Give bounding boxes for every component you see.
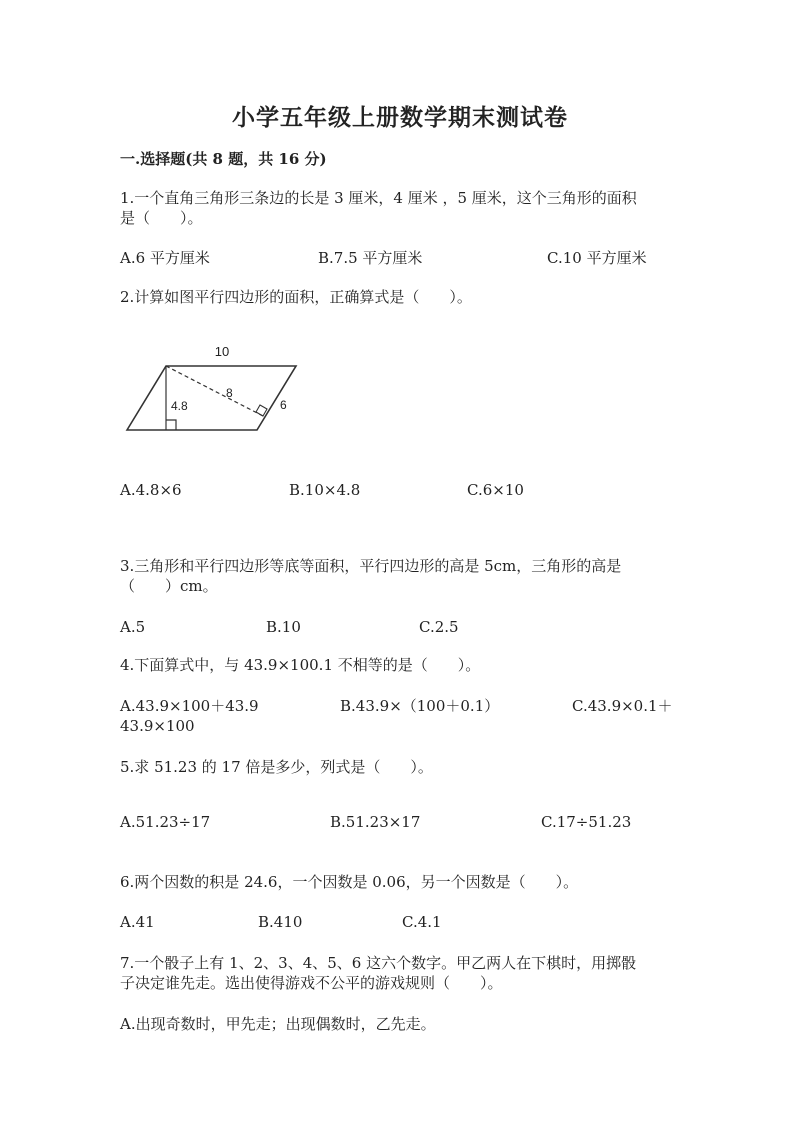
question-4-option-a: A.43.9×100＋43.9 bbox=[120, 697, 259, 715]
question-1-stem-line-1: 1.一个直角三角形三条边的长是 3 厘米，4 厘米 ，5 厘米，这个三角形的面积 bbox=[120, 189, 637, 207]
question-3-stem-line-2: （ ）cm。 bbox=[120, 577, 218, 595]
question-1-option-b: B.7.5 平方厘米 bbox=[318, 249, 423, 267]
question-7-option-a: A.出现奇数时，甲先走；出现偶数时，乙先走。 bbox=[120, 1015, 436, 1033]
question-1-stem-line-2: 是（ ）。 bbox=[120, 209, 203, 227]
question-2-option-b: B.10×4.8 bbox=[289, 481, 361, 499]
height-right-angle bbox=[166, 420, 176, 430]
question-7-stem-line-1: 7.一个骰子上有 1、2、3、4、5、6 这六个数字。甲乙两人在下棋时，用掷骰 bbox=[120, 954, 637, 972]
question-4-option-b: B.43.9×（100＋0.1） bbox=[340, 697, 500, 715]
label-side: 6 bbox=[280, 398, 287, 412]
question-2-option-a: A.4.8×6 bbox=[120, 481, 182, 499]
question-4-option-c-continued: 43.9×100 bbox=[120, 717, 195, 735]
question-4-option-c: C.43.9×0.1＋ bbox=[572, 697, 673, 715]
parallelogram-shape bbox=[127, 366, 296, 430]
question-6-option-c: C.4.1 bbox=[402, 913, 442, 931]
label-top: 10 bbox=[214, 344, 230, 359]
question-4-stem: 4.下面算式中，与 43.9×100.1 不相等的是（ ）。 bbox=[120, 656, 481, 674]
parallelogram-figure bbox=[120, 340, 320, 440]
question-5-stem: 5.求 51.23 的 17 倍是多少，列式是（ ）。 bbox=[120, 758, 433, 776]
question-3-option-c: C.2.5 bbox=[419, 618, 459, 636]
question-6-stem: 6.两个因数的积是 24.6，一个因数是 0.06，另一个因数是（ ）。 bbox=[120, 873, 579, 891]
question-5-option-c: C.17÷51.23 bbox=[541, 813, 632, 831]
label-diagonal: 8 bbox=[226, 386, 233, 400]
question-3-stem-line-1: 3.三角形和平行四边形等底等面积，平行四边形的高是 5cm，三角形的高是 bbox=[120, 557, 622, 575]
question-7-stem-line-2: 子决定谁先走。选出使得游戏不公平的游戏规则（ ）。 bbox=[120, 974, 503, 992]
question-6-option-a: A.41 bbox=[120, 913, 155, 931]
question-2-stem: 2.计算如图平行四边形的面积，正确算式是（ ）。 bbox=[120, 288, 472, 306]
label-height: 4.8 bbox=[171, 399, 188, 413]
question-2-option-c: C.6×10 bbox=[467, 481, 524, 499]
side-right-angle bbox=[256, 405, 267, 416]
section-heading: 一.选择题(共 8 题，共 16 分) bbox=[120, 150, 327, 168]
question-1-option-a: A.6 平方厘米 bbox=[120, 249, 210, 267]
page-title: 小学五年级上册数学期末测试卷 bbox=[232, 104, 568, 131]
question-3-option-a: A.5 bbox=[120, 618, 146, 636]
question-1-option-c: C.10 平方厘米 bbox=[547, 249, 647, 267]
question-5-option-b: B.51.23×17 bbox=[330, 813, 421, 831]
question-3-option-b: B.10 bbox=[266, 618, 301, 636]
question-5-option-a: A.51.23÷17 bbox=[120, 813, 211, 831]
question-6-option-b: B.410 bbox=[258, 913, 303, 931]
